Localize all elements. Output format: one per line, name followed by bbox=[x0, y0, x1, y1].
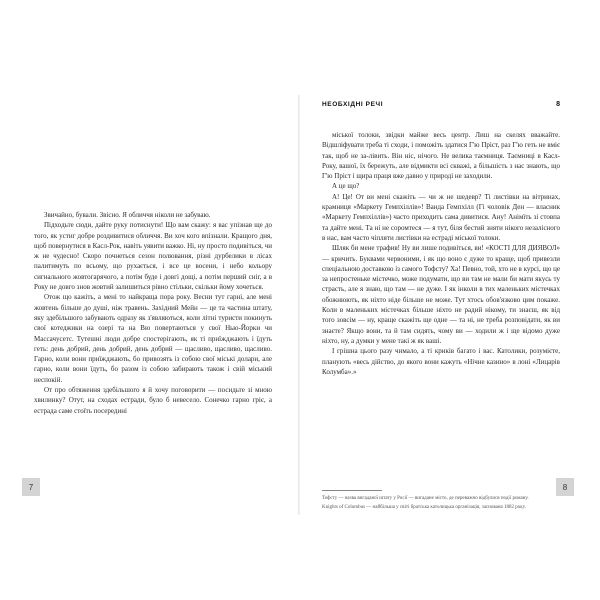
left-paragraph: Звичайно, бували. Звісно. Я обличчя ніколи не забуваю. bbox=[44, 211, 211, 219]
right-page-number: 8 bbox=[556, 478, 574, 496]
right-paragraph: А! Це! От ви мені скажіть — чи ж не шедевр? Ті листівки на вітринах, крамниця «Маркету Гемпхіллів»! Ванда Гемпхілл (Гі чоловік Ден — власник «Маркету Гемпхіллів») часто приходить сама дивитися. Ану! Анімїть зі стовпа та дайте мені. Та ні не соромтеся — я тут, біля бестий зняти нікого незалісного в нас, вам часто чіпляти листівки на естраді міської толоки. bbox=[322, 192, 560, 242]
footnote: Тофсту — назва вигаданої штату у Росії — вигадане місто, де переважно відбулися події роману. bbox=[322, 496, 529, 501]
right-paragraph: Шляк би мене трафив! Ну ви лише подивіться, ви! «КОСТІ ДЛЯ ДИЯВОЛ» — кричить. Буквами червоними, і як що воно є дуже то краще, щоб привезли спеціальною доставкою із самого Тофсту? Ха! Певно, той, хто не в курсі, що це за непростеньке містечко, може подумати, що ви там не мали би мати якусь ту страсть, але я знаю, що там — не дуже. І як інколи в тих маленьких містечках обожнюють, як ніхто ніде більше не може. Тут хтось обов'язково цим покаже. Коли в маленьких містечках більше ніхто не радий нікому, ти знаєш, як від того зовсім — ну, краще скажіть ще одне — та ні, не треба розповідати, як ви знаєте? Якщо вони, та й там сидять, чому ви — ходили ж і ще відомо дуже ніхто, ну, а думки у мене такі ж як ваші. bbox=[322, 244, 560, 345]
left-page-body bbox=[34, 210, 272, 416]
right-paragraph: І грішна цього разу чимало, а ті криків багато і вас. Католики, розумієте, планують «весь дійство, до якого вони кажуть «Нічне казино» в лоні «Лицарів Колумба».» bbox=[322, 347, 560, 376]
left-paragraph: Підходьте сюди, дайте руку потиснути! Що вам скажу: я вас упізнав ще до того, як устиг добре роздивитися обличчя. Ви хоч кого впізнали. Кращого дня, щоб повернутися в Касл-Рок, навіть уявити важко. Ні, ну просто подивіться, чи ж не чудесно! Скоро почнеться сезон полювання, різні дурбелики в лісах палитимуть по всьому, що рухається, і все це восени, і небо кольору сигнального жовтогарячого, а потім буде і довгі дощі, а потім перший сніг, а в Року не довго знов жовтий залишиться рівно стільки, скільки йому хочеться. bbox=[34, 221, 272, 292]
right-paragraph: міської толоки, звідки майже весь центр. Лиш на скелях вважайте. Відшліфувати треба ті сходи, і поможіть здатися Г'ю Пріст, раз Г'ю геть не вміє так, щоб не за-лівить. Він ніс, нічого. Не велика таємниця. Таємниці в Касл-Року, вашої, їх бережуть, але відмикти всі скважі, а більшість з нас знають, що Г'ю Пріст і щира праця вже давно у природі не заходили. bbox=[322, 131, 560, 181]
right-page bbox=[300, 0, 600, 600]
footnote: Knights of Columbus — найбільша у світі братська католицька організація, заснована 1882 року. bbox=[322, 505, 526, 510]
running-head bbox=[322, 101, 560, 113]
left-paragraph: Отож що кажіть, а мені то найкраща пора року. Весни тут гарні, але мені жовтень більше до душі, ніж травень. Західний Мейн — це та частина штату, яку здебільшого забувають одразу як з'являються, коли літні туристи покинуть свої котеджики на озері та на Вю повертаються у свої Нью-Йорки чи Массачусетс. Тутешні люди добре спостерігають, як ті приїжджають і їдуть геть: день добрий, день добрий, день добрий — щасливо, щасливо, щасливо. Гарно, коли вони приїжджають, бо привозять із собою свої міські долари, але гарно, коли вони їдуть, бо разом із собою забирають також і свій міський неспокій. bbox=[34, 293, 272, 384]
footnote-rule bbox=[322, 490, 382, 491]
left-page-number: 7 bbox=[22, 478, 40, 496]
right-page-body bbox=[322, 130, 560, 377]
footnotes bbox=[322, 490, 532, 513]
right-paragraph: А це що? bbox=[332, 182, 360, 191]
left-paragraph: От про обтяження здебільшого я й хочу поговорити — посидьте зі мною хвилинку? Отут, на сходах естради, було б невесело. Сонечко гарно гріє, а естрада саме стоїть посередині bbox=[34, 386, 272, 415]
running-head-title: НЕОБХІДНІ РЕЧІ bbox=[322, 101, 384, 108]
running-head-number: 8 bbox=[556, 101, 560, 108]
